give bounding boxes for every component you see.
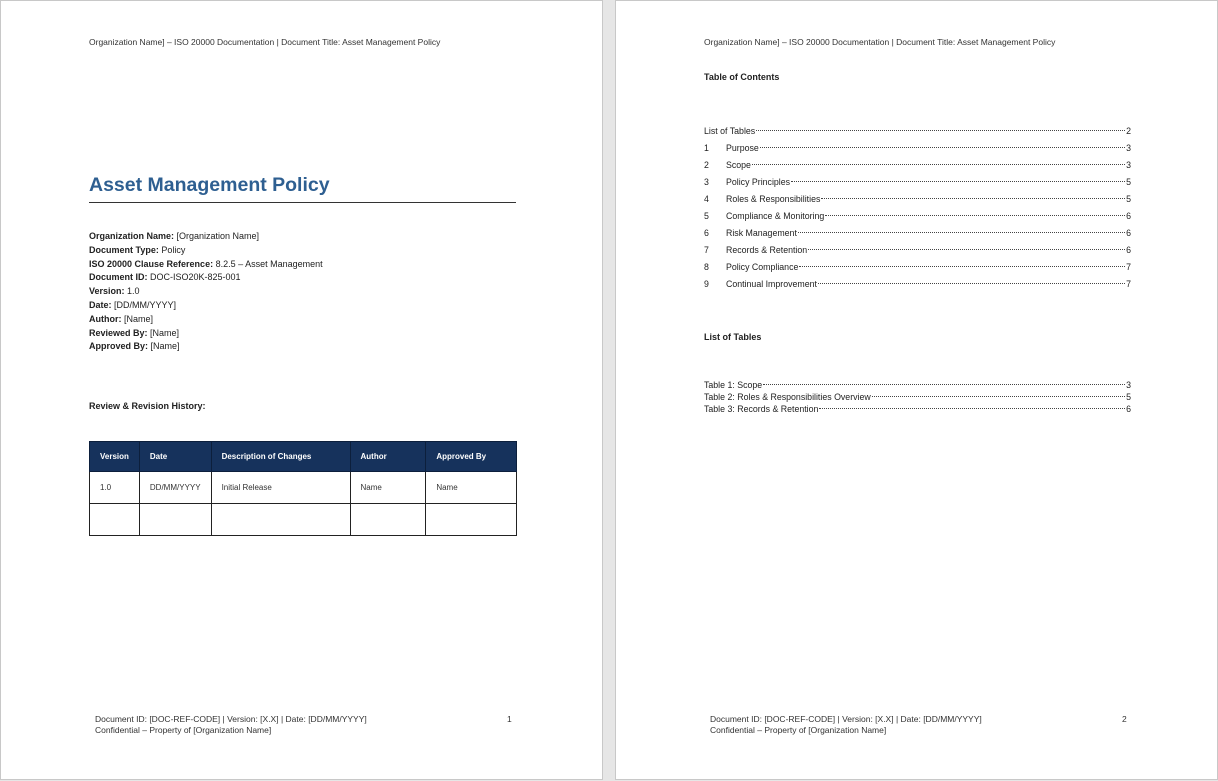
page-header: Organization Name] – ISO 20000 Documentation | Document Title: Asset Management Policy (89, 37, 441, 47)
page-header: Organization Name] – ISO 20000 Documentation | Document Title: Asset Management Policy (704, 37, 1056, 47)
meta-version: Version: 1.0 (89, 286, 140, 297)
document-metadata (89, 230, 323, 354)
table-cell[interactable]: Initial Release (211, 472, 350, 504)
column-header-date: Date (139, 442, 211, 472)
meta-document-type: Document Type: Policy (89, 244, 186, 255)
meta-reviewed-by: Reviewed By: [Name] (89, 327, 180, 338)
column-header-approved-by: Approved By (426, 442, 517, 472)
lot-entry-table-1[interactable]: Table 1: Scope 3 (704, 380, 1131, 390)
toc-entry-records-retention[interactable]: 7 Records & Retention 6 (704, 245, 1131, 255)
toc-entry-continual-improvement[interactable]: 9 Continual Improvement 7 (704, 279, 1131, 289)
table-cell[interactable] (90, 504, 140, 536)
toc-entry-policy-compliance[interactable]: 8 Policy Compliance 7 (704, 262, 1131, 272)
document-page-1 (0, 0, 603, 780)
revision-history-table (89, 441, 517, 536)
meta-author: Author: [Name] (89, 313, 154, 324)
footer-line-1: Document ID: [DOC-REF-CODE] | Version: [X.X] | Date: [DD/MM/YYYY] (95, 714, 367, 724)
document-title: Asset Management Policy (89, 173, 516, 203)
table-cell[interactable]: Name (426, 472, 517, 504)
table-cell[interactable]: Name (350, 472, 426, 504)
toc-entry-purpose[interactable]: 1 Purpose 3 (704, 143, 1131, 153)
page-number: 1 (507, 714, 512, 724)
lot-entry-table-2[interactable]: Table 2: Roles & Responsibilities Overview 5 (704, 392, 1131, 402)
column-header-description: Description of Changes (211, 442, 350, 472)
toc-entry-policy-principles[interactable]: 3 Policy Principles 5 (704, 177, 1131, 187)
toc-entry-roles-responsibilities[interactable]: 4 Roles & Responsibilities 5 (704, 194, 1131, 204)
document-page-2 (615, 0, 1218, 780)
toc-entry-risk-management[interactable]: 6 Risk Management 6 (704, 228, 1131, 238)
page-footer (710, 714, 982, 736)
footer-line-1: Document ID: [DOC-REF-CODE] | Version: [X.X] | Date: [DD/MM/YYYY] (710, 714, 982, 724)
table-cell[interactable] (426, 504, 517, 536)
column-header-version: Version (90, 442, 140, 472)
list-of-tables-title: List of Tables (704, 332, 762, 342)
meta-approved-by: Approved By: [Name] (89, 341, 180, 352)
revision-history-label: Review & Revision History: (89, 401, 206, 411)
table-of-contents (704, 123, 1131, 293)
meta-organization-name: Organization Name: [Organization Name] (89, 231, 260, 241)
table-cell[interactable] (139, 504, 211, 536)
table-cell[interactable] (350, 504, 426, 536)
column-header-author: Author (350, 442, 426, 472)
toc-entry-compliance-monitoring[interactable]: 5 Compliance & Monitoring 6 (704, 211, 1131, 221)
table-cell[interactable]: 1.0 (90, 472, 140, 504)
toc-title: Table of Contents (704, 72, 780, 82)
table-row (90, 472, 517, 504)
table-cell[interactable] (211, 504, 350, 536)
table-header-row (90, 442, 517, 472)
page-number: 2 (1122, 714, 1127, 724)
footer-line-2: Confidential – Property of [Organization Name] (710, 725, 887, 735)
lot-entry-table-3[interactable]: Table 3: Records & Retention 6 (704, 404, 1131, 414)
list-of-tables (704, 379, 1131, 415)
table-cell[interactable]: DD/MM/YYYY (139, 472, 211, 504)
toc-entry-list-of-tables[interactable]: List of Tables 2 (704, 126, 1131, 136)
table-row (90, 504, 517, 536)
page-footer (95, 714, 367, 736)
toc-entry-scope[interactable]: 2 Scope 3 (704, 160, 1131, 170)
meta-clause-reference: ISO 20000 Clause Reference: 8.2.5 – Asset Management (89, 258, 323, 269)
meta-date: Date: [DD/MM/YYYY] (89, 299, 177, 310)
footer-line-2: Confidential – Property of [Organization Name] (95, 725, 272, 735)
meta-document-id: Document ID: DOC-ISO20K-825-001 (89, 272, 241, 283)
